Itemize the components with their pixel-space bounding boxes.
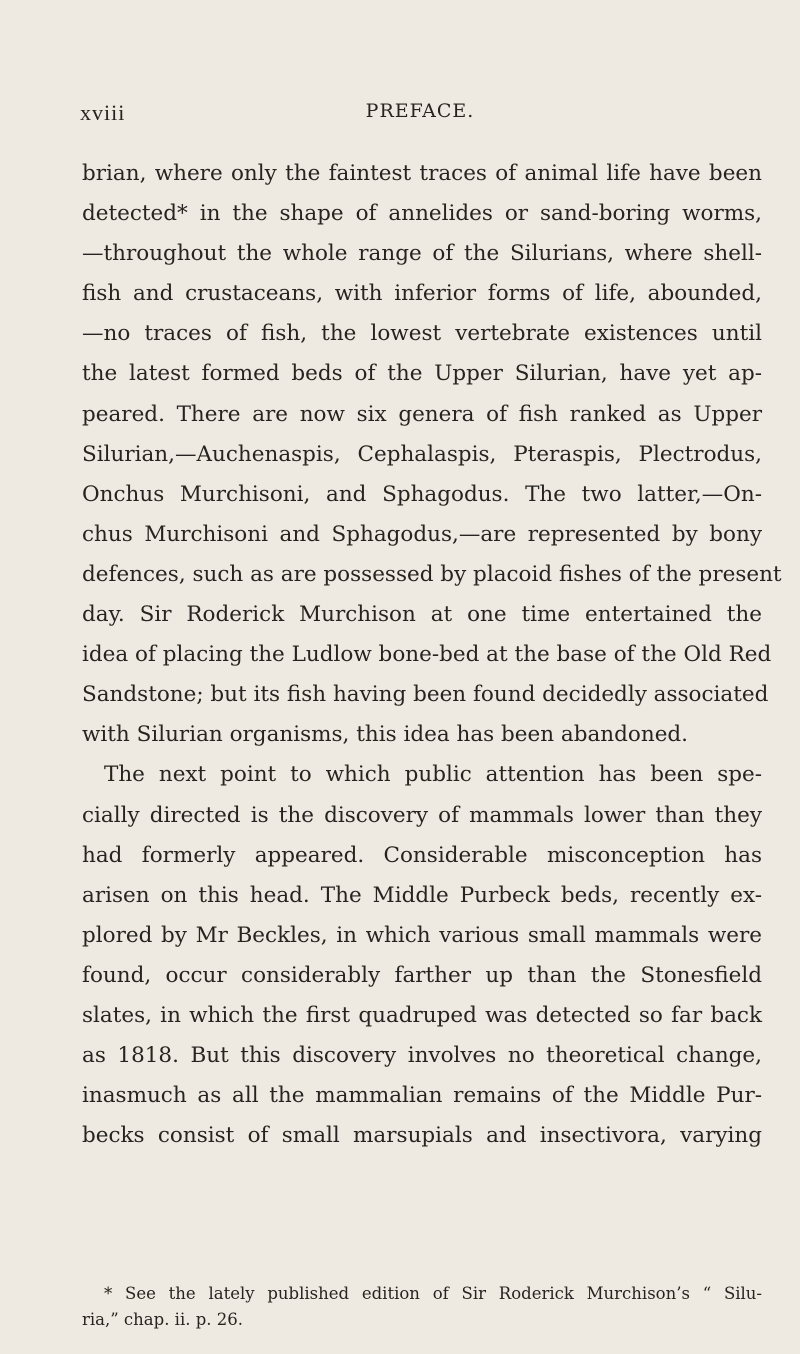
footnote-line: ria,” chap. ii. p. 26. — [82, 1310, 244, 1329]
text-line: peared. There are now six genera of fish ranked as Upper — [82, 401, 762, 427]
text-line: with Silurian organisms, this idea has been abandoned. — [82, 722, 689, 748]
text-line: inasmuch as all the mammalian remains of the Middle Pur- — [82, 1083, 762, 1109]
text-line: slates, in which the first quadruped was detected so far back — [82, 1002, 762, 1028]
text-line: the latest formed beds of the Upper Silurian, have yet ap- — [82, 361, 762, 387]
text-line: Onchus Murchisoni, and Sphagodus. The two latter,—On- — [82, 481, 762, 507]
text-line: —no traces of fish, the lowest vertebrate existences until — [82, 321, 762, 347]
text-line: detected* in the shape of annelides or sand-boring worms, — [82, 201, 762, 227]
body-text — [82, 154, 782, 1156]
text-line: arisen on this head. The Middle Purbeck beds, recently ex- — [82, 882, 762, 908]
footnote — [82, 1281, 762, 1333]
text-line: day. Sir Roderick Murchison at one time entertained the — [82, 602, 762, 628]
text-line: found, occur considerably farther up than the Stonesfield — [82, 962, 762, 988]
text-line: brian, where only the faintest traces of animal life have been — [82, 161, 762, 186]
text-line: Sandstone; but its fish having been found decidedly associated — [82, 682, 769, 708]
page-header — [80, 100, 760, 130]
running-head: PREFACE. — [365, 100, 475, 122]
text-line: becks consist of small marsupials and insectivora, varying — [82, 1123, 762, 1149]
text-line: —throughout the whole range of the Silurians, where shell- — [82, 241, 762, 267]
text-line: fish and crustaceans, with inferior forms of life, abounded, — [82, 281, 762, 307]
text-line: Silurian,—Auchenaspis, Cephalaspis, Pteraspis, Plectrodus, — [82, 441, 762, 467]
text-line: idea of placing the Ludlow bone-bed at the base of the Old Red — [82, 642, 772, 668]
text-line: cially directed is the discovery of mammals lower than they — [82, 802, 762, 828]
page-number: xviii — [80, 100, 126, 125]
text-line: plored by Mr Beckles, in which various small mammals were — [82, 922, 762, 948]
text-line: chus Murchisoni and Sphagodus,—are represented by bony — [82, 521, 762, 547]
text-line: as 1818. But this discovery involves no theoretical change, — [82, 1043, 762, 1069]
text-line: had formerly appeared. Considerable misconception has — [82, 842, 762, 868]
text-line: defences, such as are possessed by placoid fishes of the present — [82, 561, 782, 587]
text-line: The next point to which public attention has been spe- — [104, 762, 762, 788]
footnote-line: * See the lately published edition of Sir Roderick Murchison’s “ Silu- — [104, 1284, 762, 1303]
